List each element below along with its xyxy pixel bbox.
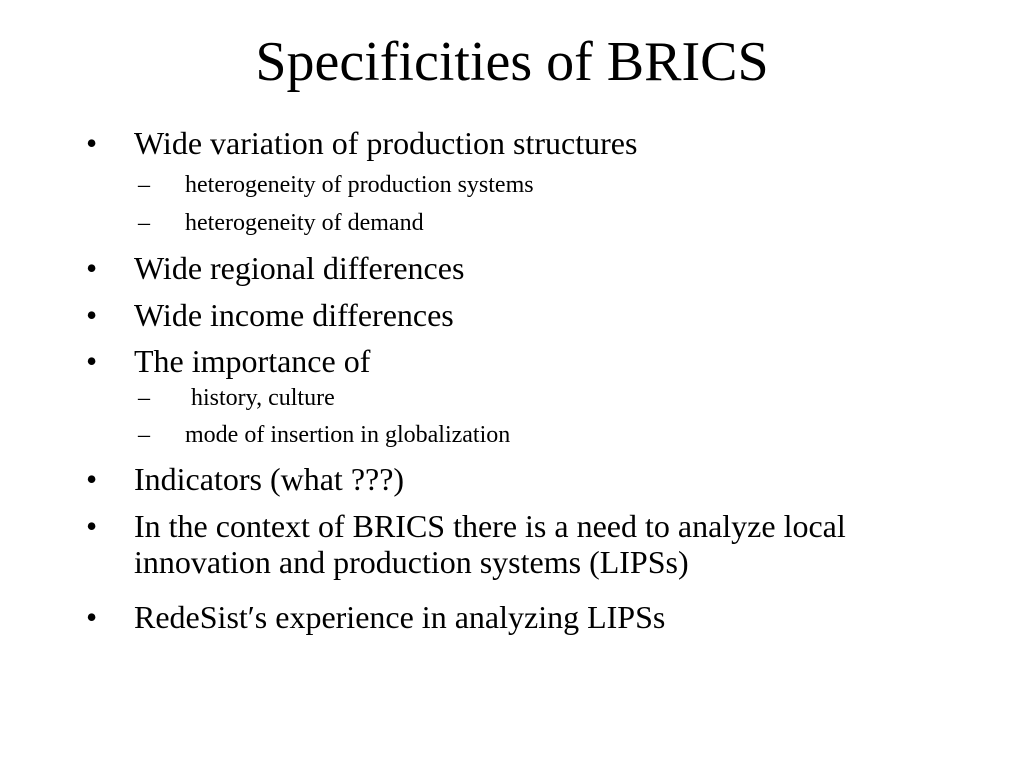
bullet-text: RedeSist′s experience in analyzing LIPSs <box>134 599 666 635</box>
bullet-item <box>86 297 966 333</box>
sub-bullet-text: heterogeneity of production systems <box>185 172 534 198</box>
bullet-mark: • <box>86 508 98 544</box>
bullet-item <box>86 125 966 161</box>
bullet-text: Wide regional differences <box>134 250 465 286</box>
sub-bullet-mark: – <box>138 422 150 448</box>
bullet-mark: • <box>86 343 98 379</box>
sub-bullet-item <box>138 209 938 237</box>
bullet-text: In the context of BRICS there is a need to analyze local innovation and production systems (LIPSs) <box>134 508 846 580</box>
bullet-text: Indicators (what ???) <box>134 461 405 497</box>
bullet-mark: • <box>86 125 98 161</box>
sub-bullet-text: heterogeneity of demand <box>185 210 424 236</box>
bullet-text: The importance of <box>134 343 371 379</box>
bullet-mark: • <box>86 297 98 333</box>
sub-bullet-item <box>138 384 938 412</box>
bullet-mark: • <box>86 461 98 497</box>
bullet-item <box>86 599 966 635</box>
bullet-item <box>86 508 966 580</box>
sub-bullet-mark: – <box>138 210 150 236</box>
bullet-item <box>86 461 966 497</box>
sub-bullet-item <box>138 421 938 449</box>
bullet-text: Wide variation of production structures <box>134 125 638 161</box>
bullet-mark: • <box>86 250 98 286</box>
slide-title: Specificities of BRICS <box>255 31 769 93</box>
bullet-text: Wide income differences <box>134 297 454 333</box>
sub-bullet-mark: – <box>138 172 150 198</box>
sub-bullet-item <box>138 171 938 199</box>
bullet-item <box>86 343 966 379</box>
bullet-mark: • <box>86 599 98 635</box>
bullet-item <box>86 250 966 286</box>
sub-bullet-text: mode of insertion in globalization <box>185 422 511 448</box>
sub-bullet-mark: – <box>138 385 150 411</box>
sub-bullet-text: history, culture <box>185 385 335 411</box>
